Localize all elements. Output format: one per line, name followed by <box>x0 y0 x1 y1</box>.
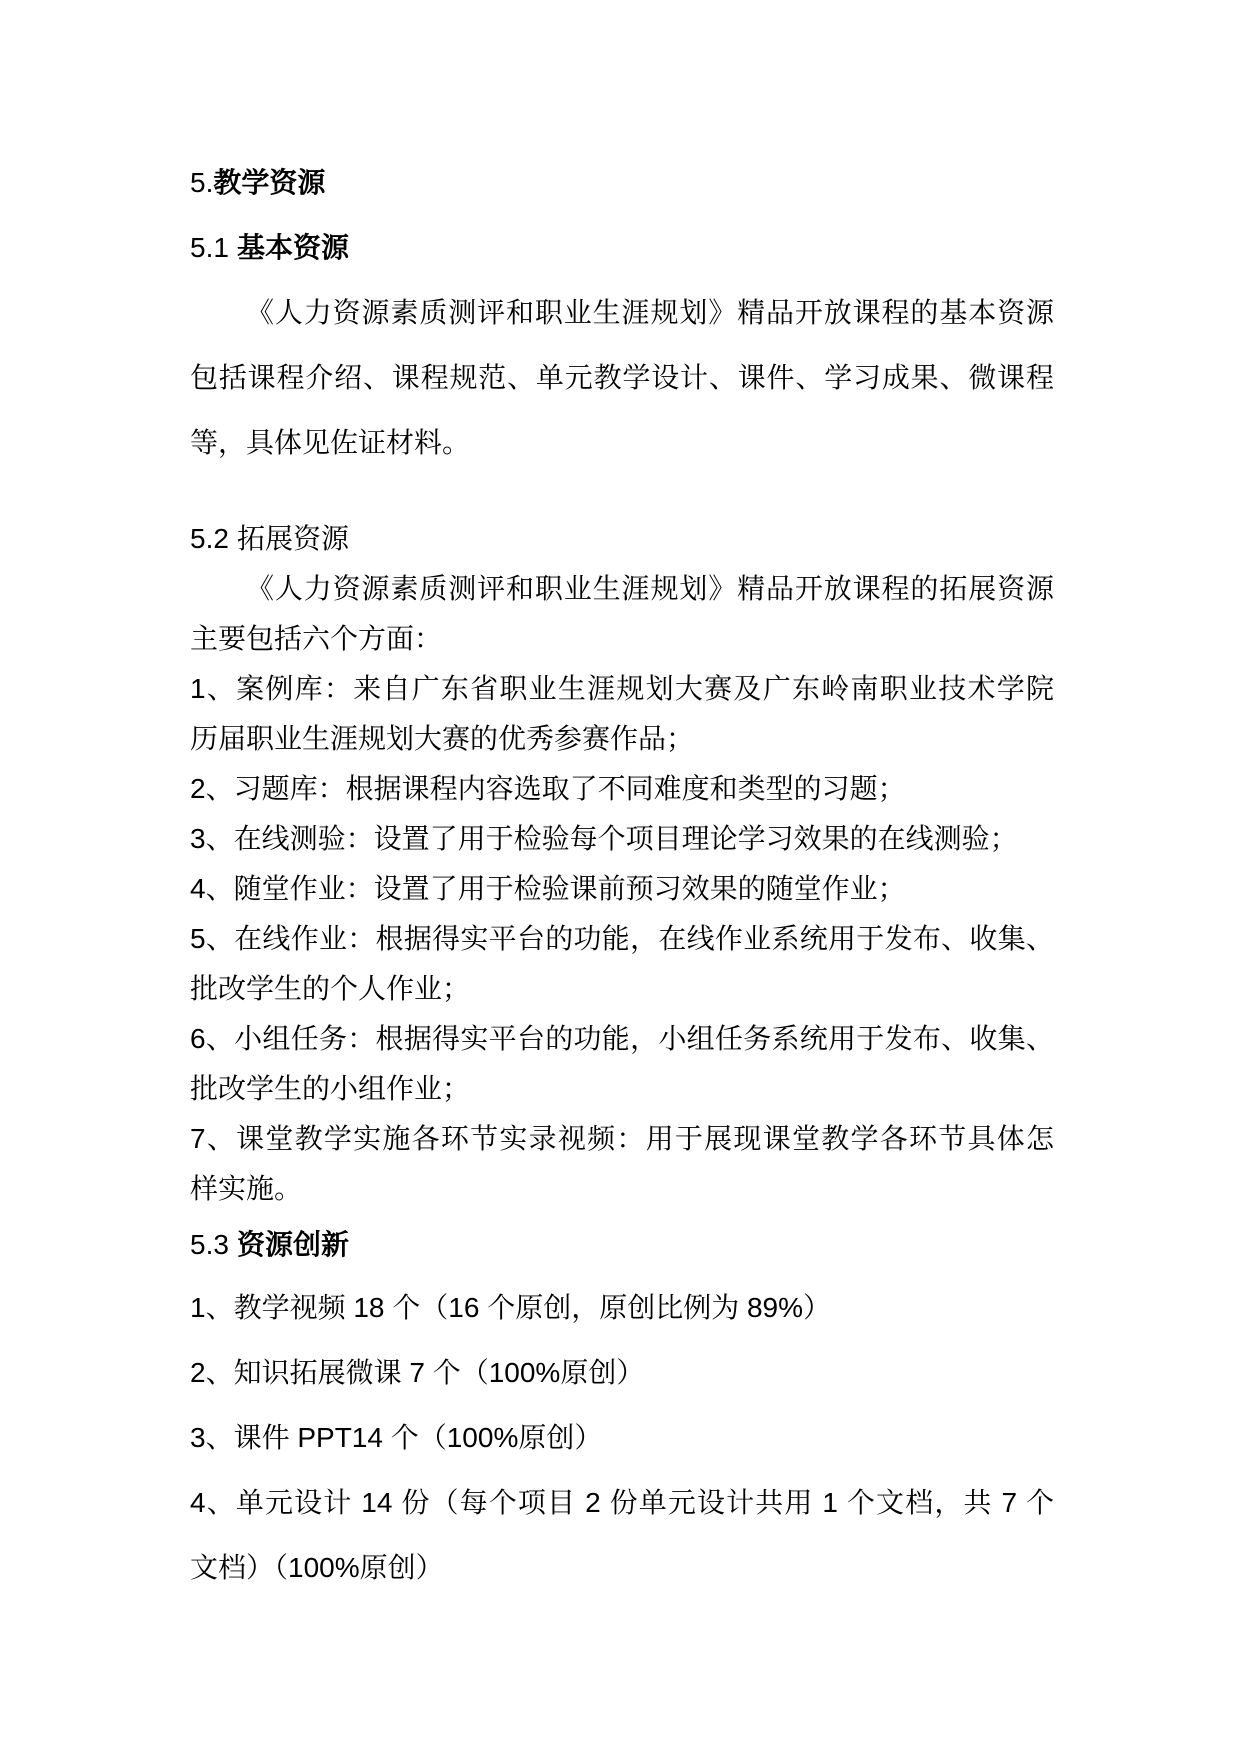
list-item-line: 批改学生的个人作业； <box>190 973 471 1004</box>
paragraph-line: 等，具体见佐证材料。 <box>190 427 471 458</box>
paragraph-line: 《人力资源素质测评和职业生涯规划》精品开放课程的基本资源 <box>246 297 1054 328</box>
list-item-line: 2、习题库：根据课程内容选取了不同难度和类型的习题； <box>190 773 906 804</box>
document-body <box>190 150 1054 1600</box>
list-item-line: 历届职业生涯规划大赛的优秀参赛作品； <box>190 723 695 754</box>
list-item-line: 3、课件 PPT14 个（100%原创） <box>190 1422 603 1453</box>
list-item-line: 7、课堂教学实施各环节实录视频：用于展现课堂教学各环节具体怎 <box>190 1123 1054 1154</box>
section-heading-5-3 <box>190 1214 1054 1275</box>
paragraph-line: 包括课程介绍、课程规范、单元教学设计、课件、学习成果、微课程 <box>190 362 1054 393</box>
section-title: 基本资源 <box>236 232 349 263</box>
section-title: 资源创新 <box>236 1229 349 1260</box>
paragraph-line: 《人力资源素质测评和职业生涯规划》精品开放课程的拓展资源 <box>246 573 1054 604</box>
chapter-heading <box>190 150 1054 215</box>
section-title: 拓展资源 <box>236 523 349 554</box>
list-item-line: 2、知识拓展微课 7 个（100%原创） <box>190 1357 645 1388</box>
list-item-line: 样实施。 <box>190 1173 303 1204</box>
section-number: 5.3 <box>190 1229 229 1260</box>
list-item-line: 3、在线测验：设置了用于检验每个项目理论学习效果的在线测验； <box>190 823 1018 854</box>
list-item-line: 5、在线作业：根据得实平台的功能，在线作业系统用于发布、收集、 <box>190 923 1054 954</box>
paragraph-line: 主要包括六个方面： <box>190 623 443 654</box>
list-item-line: 1、案例库：来自广东省职业生涯规划大赛及广东岭南职业技术学院 <box>190 673 1054 704</box>
list-item-line: 批改学生的小组作业； <box>190 1073 471 1104</box>
list-item-line: 1、教学视频 18 个（16 个原创，原创比例为 89%） <box>190 1292 832 1323</box>
list-item-line: 4、单元设计 14 份（每个项目 2 份单元设计共用 1 个文档，共 7 个 <box>190 1487 1054 1518</box>
list-item-line: 4、随堂作业：设置了用于检验课前预习效果的随堂作业； <box>190 873 906 904</box>
list-item-line: 6、小组任务：根据得实平台的功能，小组任务系统用于发布、收集、 <box>190 1023 1054 1054</box>
section-heading-5-1 <box>190 215 1054 280</box>
section-number: 5.1 <box>190 232 229 263</box>
section-number: 5.2 <box>190 523 229 554</box>
list-item-line: 文档）（100%原创） <box>190 1552 444 1583</box>
section-heading-5-2 <box>190 514 1054 564</box>
chapter-number: 5. <box>190 167 214 198</box>
chapter-title: 教学资源 <box>213 167 326 198</box>
